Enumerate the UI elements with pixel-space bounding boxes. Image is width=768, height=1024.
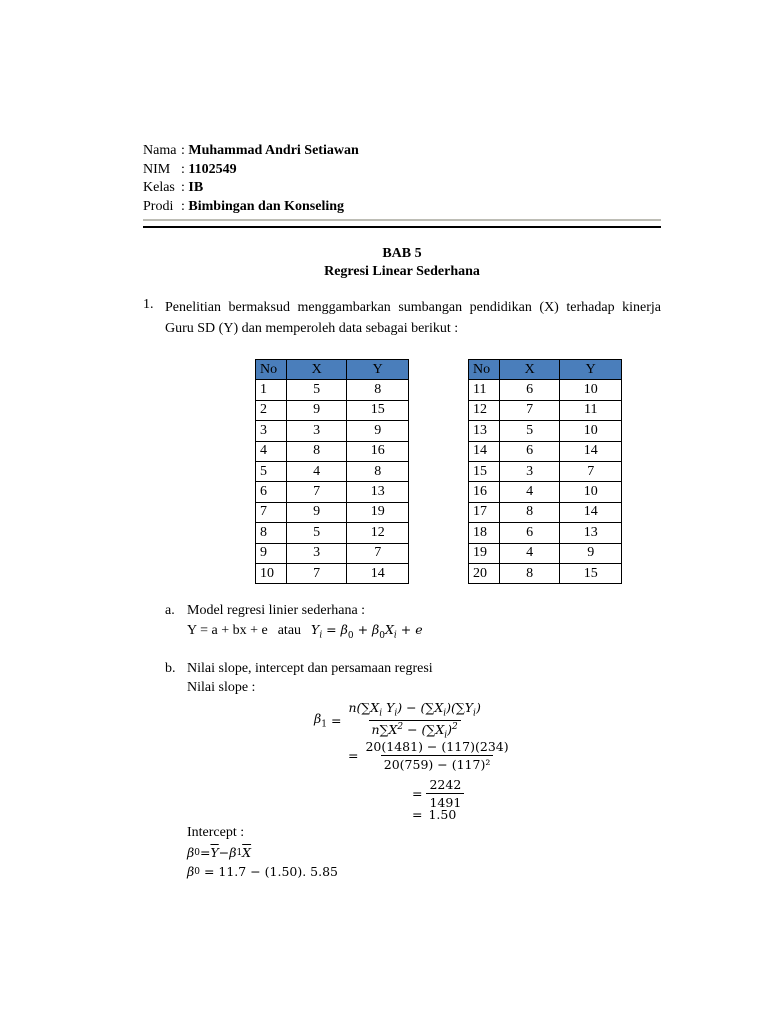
table-row	[256, 543, 409, 563]
identity-value: 1102549	[188, 161, 237, 177]
substitution-numerator: 20(1481) − (117)(234)	[365, 739, 509, 754]
cell-y: 14	[347, 563, 409, 583]
cell-x: 6	[499, 441, 560, 461]
model-atau: atau	[277, 623, 302, 639]
cell-no: 11	[469, 380, 500, 400]
chapter-number: BAB 5	[382, 246, 422, 261]
cell-x: 4	[286, 461, 347, 481]
cell-x: 8	[499, 563, 560, 583]
cell-x: 6	[499, 380, 560, 400]
table-row	[469, 543, 622, 563]
identity-label: Prodi	[143, 198, 174, 214]
header-no: No	[469, 360, 500, 380]
cell-x: 7	[499, 400, 560, 420]
table-row	[256, 380, 409, 400]
cell-no: 18	[469, 523, 500, 543]
intercept-formula: β 0 = $\overline{Y}$ − β 1 $\overline{X}$	[187, 845, 252, 860]
cell-x: 5	[286, 380, 347, 400]
cell-y: 15	[347, 400, 409, 420]
part-b-marker: b.	[165, 661, 176, 676]
identity-row-prodi: Prodi : Bimbingan dan Konseling	[143, 198, 359, 217]
cell-no: 13	[469, 421, 500, 441]
slope-step-simplified: = $\frac{2242}{1491}$	[412, 777, 464, 810]
cell-y: 13	[560, 523, 622, 543]
intercept-values: 11.7 − (1.50). 5.85	[218, 864, 339, 879]
intercept-substitution: β 0 = 11.7 − (1.50). 5.85	[187, 864, 339, 879]
table-row	[256, 421, 409, 441]
table-row	[256, 461, 409, 481]
cell-no: 5	[256, 461, 287, 481]
cell-x: 8	[499, 502, 560, 522]
cell-y: 8	[347, 461, 409, 481]
cell-x: 3	[286, 543, 347, 563]
cell-no: 3	[256, 421, 287, 441]
identity-value: Muhammad Andri Setiawan	[188, 143, 359, 158]
cell-y: 7	[347, 543, 409, 563]
table-row	[256, 441, 409, 461]
cell-y: 12	[347, 523, 409, 543]
cell-no: 17	[469, 502, 500, 522]
identity-row-nama: Nama : Muhammad Andri Setiawan	[143, 142, 359, 161]
table-row	[256, 523, 409, 543]
cell-no: 4	[256, 441, 287, 461]
cell-no: 10	[256, 563, 287, 583]
cell-x: 8	[286, 441, 347, 461]
table-row	[256, 563, 409, 583]
table-header-row	[256, 360, 409, 380]
cell-no: 6	[256, 482, 287, 502]
header-x: X	[286, 360, 347, 380]
cell-y: 16	[347, 441, 409, 461]
identity-label: Kelas	[143, 180, 175, 195]
slope-formula: $\beta_1$ = $\frac{n(\sum X_i Y_i) - (\sum X_i)(\sum Y_i)}{n\sum X^2 - (\sum X_i)^2}$	[314, 700, 484, 740]
header-no: No	[256, 360, 287, 380]
cell-no: 2	[256, 400, 287, 420]
header-y: Y	[347, 360, 409, 380]
cell-y: 14	[560, 441, 622, 461]
identity-row-kelas: Kelas : IB	[143, 179, 359, 198]
cell-y: 14	[560, 502, 622, 522]
identity-block	[143, 142, 359, 216]
model-simple: Y = a + bx + e	[187, 623, 268, 639]
part-a-marker: a.	[165, 603, 175, 618]
cell-y: 7	[560, 461, 622, 481]
table-row	[256, 502, 409, 522]
cell-y: 10	[560, 482, 622, 502]
slope-label: Nilai slope :	[187, 680, 256, 695]
table-header-row	[469, 360, 622, 380]
divider-grey	[143, 219, 661, 221]
cell-no: 20	[469, 563, 500, 583]
table-row	[469, 502, 622, 522]
cell-y: 11	[560, 400, 622, 420]
divider-black	[143, 226, 661, 228]
cell-x: 7	[286, 482, 347, 502]
cell-x: 6	[499, 523, 560, 543]
table-row	[469, 563, 622, 583]
cell-y: 9	[347, 421, 409, 441]
cell-y: 9	[560, 543, 622, 563]
cell-x: 7	[286, 563, 347, 583]
cell-x: 4	[499, 543, 560, 563]
table-row	[469, 523, 622, 543]
slope-fraction: $\frac{n(\sum X_i Y_i) - (\sum X_i)(\sum Y_i)}{n\sum X^2 - (\sum X_i)^2}$	[348, 700, 481, 741]
cell-x: 3	[286, 421, 347, 441]
identity-value: Bimbingan dan Konseling	[188, 198, 345, 214]
table-row	[469, 461, 622, 481]
simplified-numerator: 2242	[429, 777, 462, 792]
cell-no: 8	[256, 523, 287, 543]
question-text: Penelitian bermaksud menggambarkan sumbangan pendidikan (X) terhadap kinerja Guru SD (Y) dan memperoleh data sebagai berikut :	[165, 300, 661, 336]
regression-model-line	[187, 622, 423, 641]
table-row	[469, 441, 622, 461]
cell-no: 15	[469, 461, 500, 481]
cell-y: 8	[347, 380, 409, 400]
part-a-heading: Model regresi linier sederhana :	[187, 603, 366, 618]
cell-no: 16	[469, 482, 500, 502]
slope-result: = 1.50	[412, 807, 457, 822]
identity-label: NIM	[143, 161, 171, 177]
cell-y: 19	[347, 502, 409, 522]
slope-step-substitution: = $\frac{20(1481) - (117)(234)}{\text{20(759) − (117)²}}$	[348, 739, 512, 772]
cell-x: 9	[286, 400, 347, 420]
table-row	[256, 400, 409, 420]
intercept-label: Intercept :	[187, 825, 245, 840]
header-y: Y	[560, 360, 622, 380]
part-b-heading: Nilai slope, intercept dan persamaan regresi	[187, 661, 433, 676]
beta1-symbol: $\beta_1$	[314, 710, 327, 730]
cell-x: 5	[499, 421, 560, 441]
cell-y: 10	[560, 380, 622, 400]
data-table-left	[255, 359, 409, 584]
substitution-denominator: 20(759) − (117)²	[381, 755, 494, 772]
slope-result-value: 1.50	[428, 807, 457, 822]
header-x: X	[499, 360, 560, 380]
cell-y: 15	[560, 563, 622, 583]
cell-no: 19	[469, 543, 500, 563]
cell-no: 7	[256, 502, 287, 522]
cell-y: 13	[347, 482, 409, 502]
cell-y: 10	[560, 421, 622, 441]
table-row	[469, 421, 622, 441]
simplified-denominator: 1491	[426, 793, 464, 810]
question-number: 1.	[143, 297, 154, 312]
simplified-fraction	[426, 777, 464, 810]
table-row	[469, 380, 622, 400]
cell-x: 9	[286, 502, 347, 522]
table-row	[256, 482, 409, 502]
cell-no: 12	[469, 400, 500, 420]
data-table-right	[468, 359, 622, 584]
cell-x: 3	[499, 461, 560, 481]
cell-x: 4	[499, 482, 560, 502]
cell-no: 1	[256, 380, 287, 400]
substitution-fraction	[362, 739, 511, 772]
identity-row-nim: NIM : 1102549	[143, 161, 359, 180]
table-row	[469, 482, 622, 502]
cell-x: 5	[286, 523, 347, 543]
identity-label: Nama	[143, 143, 177, 158]
chapter-title: Regresi Linear Sederhana	[324, 264, 480, 279]
model-formula: $Y_i = \beta_0 + \beta_0X_i + e$	[311, 622, 423, 641]
table-row	[469, 400, 622, 420]
cell-no: 14	[469, 441, 500, 461]
cell-no: 9	[256, 543, 287, 563]
identity-value: IB	[188, 180, 204, 195]
